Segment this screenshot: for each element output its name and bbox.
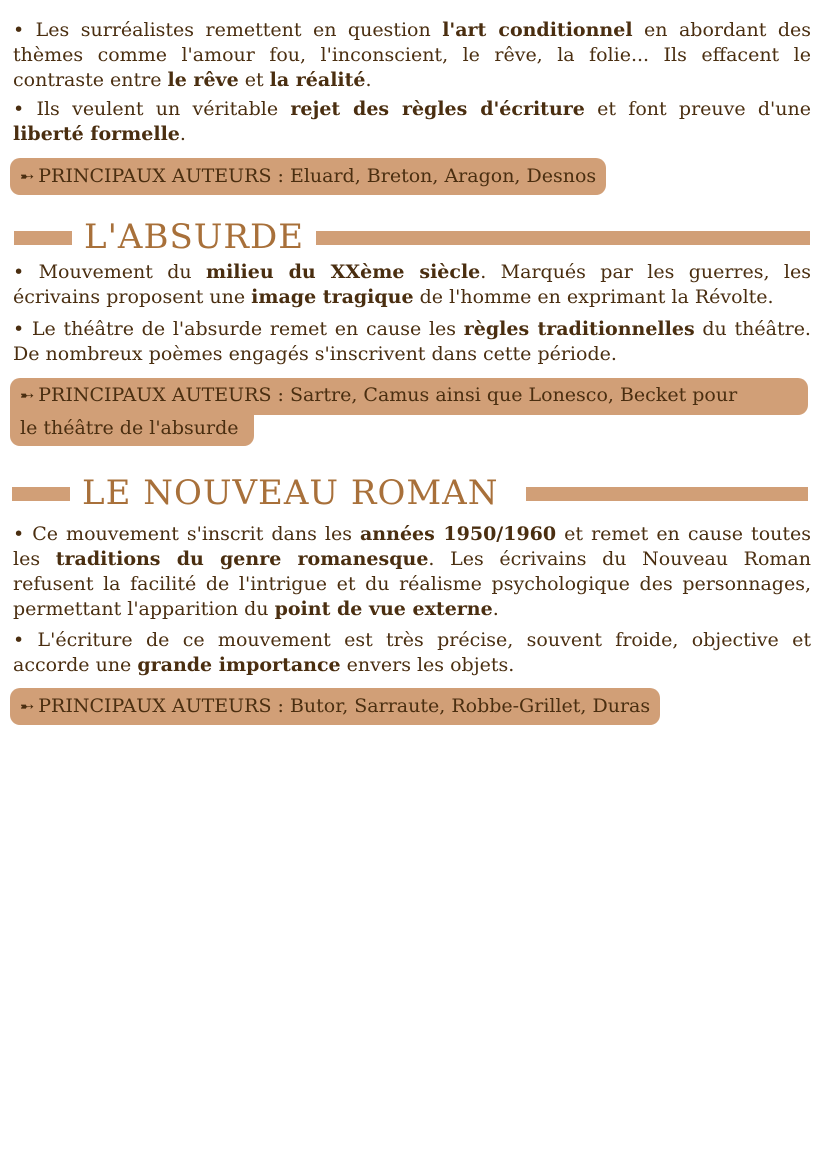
nouveau-roman-heading [0,470,828,516]
text: . Les écrivains du Nouveau Roman refusent la facilité de l'intrigue et du réalisme psychologique des personnages, permettant l'apparition du [13,548,811,620]
absurde-paragraph-1 [13,260,811,310]
nouveau-roman-title: LE NOUVEAU ROMAN [82,473,499,513]
nouveau-roman-paragraph-2 [13,628,811,678]
text: en abordant des thèmes comme l'amour fou, l'inconscient, le rêve, la folie... Ils effacent le contraste entre [13,19,811,91]
absurde-title: L'ABSURDE [84,217,305,257]
text: • Ce mouvement s'inscrit dans les [13,523,360,545]
text: de l'homme en exprimant la Révolte. [413,286,774,308]
authors-text: PRINCIPAUX AUTEURS : Butor, Sarraute, Robbe-Grillet, Duras [38,695,651,717]
text: . [492,598,499,620]
bold-text: rejet des règles d'écriture [290,98,585,120]
text: • Mouvement du [13,261,206,283]
bold-text: liberté formelle [13,123,180,145]
arrow-icon: ➸ [20,386,35,406]
heading-bar-left [12,487,70,501]
bold-text: l'art conditionnel [442,19,633,41]
authors-text: PRINCIPAUX AUTEURS : Eluard, Breton, Aragon, Desnos [38,165,597,187]
heading-bar-left [14,231,72,245]
text: . Marqués par les guerres, les écrivains proposent une [13,261,811,308]
text: envers les objets. [340,654,515,676]
text: • Ils veulent un véritable [13,98,291,120]
text: • Les surréalistes remettent en question [13,19,443,41]
surrealisme-authors-box [10,158,606,195]
authors-text-line-1 [20,384,737,406]
bold-text: le rêve [167,69,239,91]
bold-text: image tragique [251,286,414,308]
text: et remet en cause toutes les [13,523,811,570]
bold-text: la réalité [269,69,366,91]
absurde-paragraph-2 [13,317,811,367]
text: • Le théâtre de l'absurde remet en cause les [13,318,464,340]
nouveau-roman-paragraph-1 [13,522,811,622]
bold-text: point de vue externe [274,598,493,620]
nouveau-roman-authors-box [10,688,660,725]
bold-text: traditions du genre romanesque [55,548,429,570]
bold-text: années 1950/1960 [360,523,557,545]
text: et font preuve d'une [584,98,811,120]
text: . [179,123,186,145]
bold-text: grande importance [137,654,341,676]
authors-text-line-2: le théâtre de l'absurde [20,417,239,439]
arrow-icon: ➸ [20,167,35,187]
bold-text: milieu du XXème siècle [205,261,481,283]
absurde-heading [0,214,828,260]
heading-bar-right [526,487,808,501]
text: . [365,69,372,91]
surrealisme-paragraph-2 [13,97,811,147]
text: du théâtre. De nombreux poèmes engagés s'inscrivent dans cette période. [13,318,811,365]
surrealisme-paragraph-1 [13,18,811,93]
text: • L'écriture de ce mouvement est très précise, souvent froide, objective et accorde une [13,629,811,676]
heading-bar-right [316,231,810,245]
text: et [238,69,270,91]
bold-text: règles traditionnelles [463,318,695,340]
authors-text: PRINCIPAUX AUTEURS : Sartre, Camus ainsi que Lonesco, Becket pour [38,384,738,406]
arrow-icon: ➸ [20,697,35,717]
